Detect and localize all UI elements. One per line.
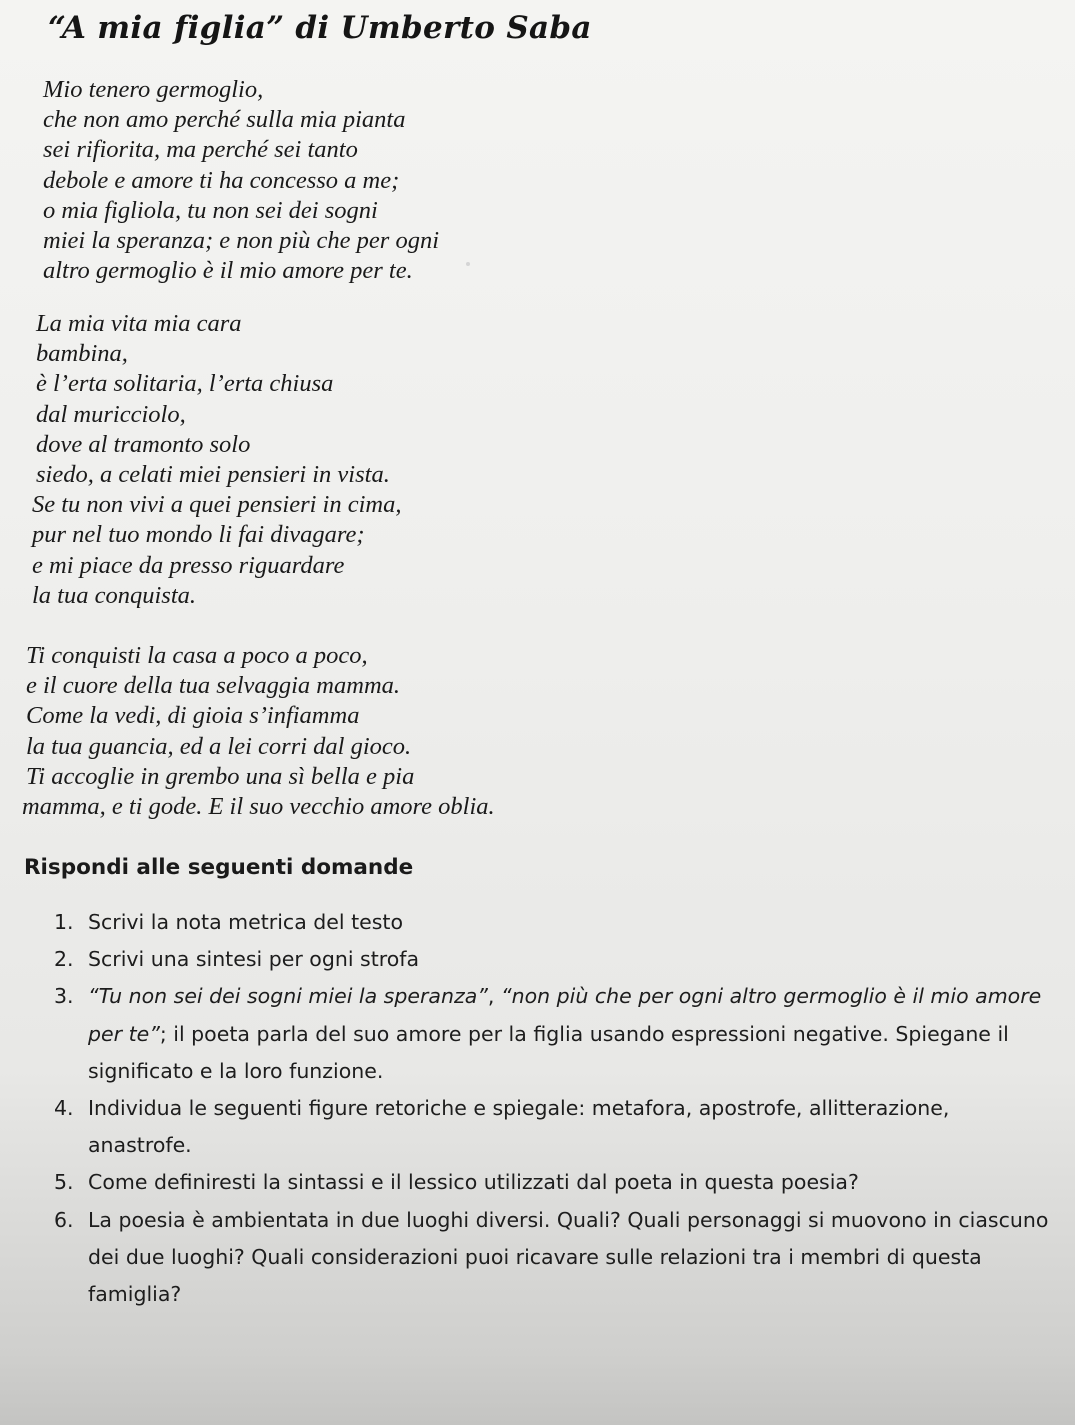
poem-line: sei rifiorita, ma perché sei tanto (43, 136, 358, 164)
poem-line: o mia figliola, tu non sei dei sogni (43, 196, 378, 224)
questions-list (54, 904, 1054, 1313)
poem-line: Mio tenero germoglio, (43, 76, 264, 103)
poem-line: mamma, e ti gode. E il suo vecchio amore oblia. (22, 793, 495, 821)
poem-line: Come la vedi, di gioia s’infiamma (26, 702, 360, 730)
poem-line: Se tu non vivi a quei pensieri in cima, (32, 491, 402, 519)
question-quote: “Tu non sei dei sogni miei la speranza” (88, 984, 488, 1009)
poem-line: e mi piace da presso riguardare (32, 551, 345, 579)
question-text: La poesia è ambientata in due luoghi diversi. Quali? Quali personaggi si muovono in ciascuno dei due luoghi? Quali considerazioni puoi ricavare sulle relazioni tra i membri di questa famiglia? (88, 1207, 1049, 1307)
question-text: Scrivi la nota metrica del testo (88, 910, 404, 934)
poem-line: la tua guancia, ed a lei corri dal gioco. (26, 732, 412, 760)
question-text: ; il poeta parla del suo amore per la figlia usando espressioni negative. Spiegane il significato e la loro funzione. (88, 1021, 1009, 1083)
paper-speck (466, 262, 470, 266)
question-item-5 (54, 1164, 1054, 1201)
poem-line: Ti accoglie in grembo una sì bella e pia (26, 762, 415, 790)
poem-title: “A mia figlia” di Umberto Saba (48, 10, 592, 46)
poem-line: bambina, (36, 340, 128, 368)
poem-line: pur nel tuo mondo li fai divagare; (32, 521, 365, 549)
question-number: 3. (54, 984, 74, 1009)
question-number: 4. (54, 1096, 74, 1121)
question-text: Individua le seguenti figure retoriche e spiegale: metafora, apostrofe, allitterazione, anastrofe. (88, 1096, 950, 1158)
question-number: 6. (54, 1207, 74, 1232)
poem-stanza-2 (32, 309, 402, 611)
poem-line: e il cuore della tua selvaggia mamma. (26, 672, 401, 700)
questions-heading: Rispondi alle seguenti domande (24, 855, 414, 880)
question-separator: , (487, 984, 501, 1009)
poem-line: debole e amore ti ha concesso a me; (43, 166, 400, 194)
question-text: Come definiresti la sintassi e il lessico utilizzati dal poeta in questa poesia? (88, 1170, 859, 1195)
poem-line: la tua conquista. (32, 581, 197, 609)
poem-line: miei la speranza; e non più che per ogni (43, 227, 440, 255)
poem-line: che non amo perché sulla mia pianta (43, 106, 406, 134)
question-number: 5. (54, 1170, 74, 1195)
poem-stanza-1 (43, 75, 439, 286)
question-number: 1. (54, 910, 74, 934)
question-item-2 (54, 941, 1054, 978)
question-item-3 (54, 978, 1054, 1090)
question-item-4 (54, 1090, 1054, 1164)
question-quote: “non più che per ogni altro germoglio è il mio amore per te” (88, 984, 1042, 1046)
poem-line: dove al tramonto solo (36, 430, 251, 458)
poem-stanza-3 (22, 641, 495, 822)
poem-line: altro germoglio è il mio amore per te. (43, 257, 413, 285)
question-number: 2. (54, 947, 74, 972)
question-text: Scrivi una sintesi per ogni strofa (88, 947, 420, 972)
poem-line: siedo, a celati miei pensieri in vista. (36, 461, 390, 489)
poem-line: dal muricciolo, (36, 400, 186, 428)
question-item-1 (54, 904, 1054, 941)
poem-line: è l’erta solitaria, l’erta chiusa (36, 370, 334, 398)
question-item-6 (54, 1202, 1054, 1314)
poem-line: Ti conquisti la casa a poco a poco, (26, 642, 368, 669)
poem-line: La mia vita mia cara (36, 310, 242, 337)
